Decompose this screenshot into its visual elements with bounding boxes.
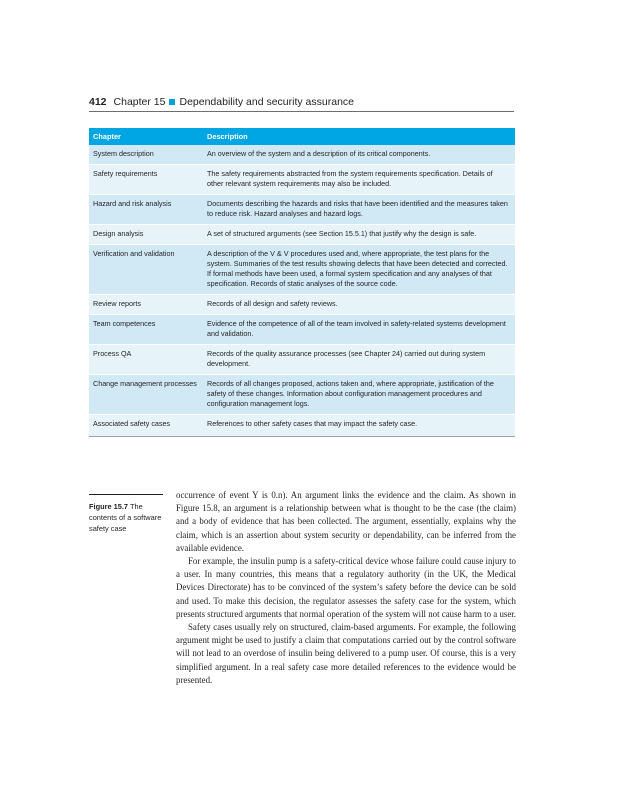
chapter-cell: Safety requirements (89, 165, 203, 195)
description-cell: References to other safety cases that may impact the safety case. (203, 415, 515, 437)
table-row (89, 295, 515, 315)
chapter-cell: Hazard and risk analysis (89, 195, 203, 225)
chapter-cell: Associated safety cases (89, 415, 203, 437)
table-row (89, 415, 515, 437)
header-rule (89, 111, 514, 112)
chapter-cell: Change management processes (89, 375, 203, 415)
paragraph: Safety cases usually rely on structured, claim-based arguments. For example, the following argument might be used to justify a claim that computations carried out by the control software will not lead to an overdose of insulin being delivered to a pump user. Of course, this is a very simplified argument. In a real safety case more detailed references to the evidence would be presented. (176, 622, 516, 685)
description-cell: Records of all changes proposed, actions taken and, where appropriate, justification of the safety of these changes. Information about configuration management procedures and configuration management logs. (203, 375, 515, 415)
table-row (89, 375, 515, 415)
table-row (89, 345, 515, 375)
description-cell: A set of structured arguments (see Section 15.5.1) that justify why the design is safe. (203, 225, 515, 245)
figure-caption (89, 494, 163, 534)
table-row (89, 165, 515, 195)
table-header-row (89, 128, 515, 145)
table-row (89, 315, 515, 345)
paragraph: For example, the insulin pump is a safety-critical device whose failure could cause injury to a user. In many countries, this means that a regulatory authority (in the UK, the Medical Devices Directorate) has to be convinced of the system’s safety before the device can be sold and used. To make this decision, the regulator assesses the safety case for the system, which presents structured arguments that normal operation of the system will not cause harm to a user. (176, 556, 516, 619)
description-cell: Records of the quality assurance processes (see Chapter 24) carried out during system development. (203, 345, 515, 375)
paragraph: occurrence of event Y is 0.n). An argument links the evidence and the claim. As shown in Figure 15.8, an argument is a relationship between what is thought to be the case (the claim) and a body of evidence that has been collected. The argument, essentially, explains why the claim, which is an assertion about system security or dependability, can be inferred from the available evidence. (176, 490, 516, 553)
chapter-title: Dependability and security assurance (179, 96, 355, 108)
description-cell: An overview of the system and a description of its critical components. (203, 145, 515, 165)
running-header (89, 95, 514, 109)
column-header-chapter: Chapter (89, 128, 203, 145)
column-header-description: Description (203, 128, 515, 145)
description-cell: The safety requirements abstracted from the system requirements specification. Details of other relevant system requirements may also be included. (203, 165, 515, 195)
chapter-cell: Team competences (89, 315, 203, 345)
chapter-cell: Design analysis (89, 225, 203, 245)
safety-case-table (89, 128, 515, 437)
page-number: 412 (89, 96, 107, 108)
figure-label: Figure 15.7 (89, 502, 129, 511)
square-bullet-icon (169, 99, 175, 105)
chapter-cell: System description (89, 145, 203, 165)
description-cell: Documents describing the hazards and risks that have been identified and the measures taken to reduce risk. Hazard analyses and hazard logs. (203, 195, 515, 225)
chapter-cell: Review reports (89, 295, 203, 315)
table-row (89, 145, 515, 165)
chapter-label: Chapter 15 (113, 96, 166, 108)
body-text (176, 489, 516, 687)
table-row (89, 225, 515, 245)
figure-caption-text: The contents of a software safety case (89, 502, 162, 533)
description-cell: A description of the V & V procedures used and, where appropriate, the test plans for the system. Summaries of the test results showing defects that have been detected and corrected. If formal methods have been used, a formal system specification and any analyses of that specification. Records of static analyses of the source code. (203, 245, 515, 295)
chapter-cell: Process QA (89, 345, 203, 375)
description-cell: Evidence of the competence of all of the team involved in safety-related systems development and validation. (203, 315, 515, 345)
table-row (89, 245, 515, 295)
description-cell: Records of all design and safety reviews. (203, 295, 515, 315)
chapter-cell: Verification and validation (89, 245, 203, 295)
table-row (89, 195, 515, 225)
